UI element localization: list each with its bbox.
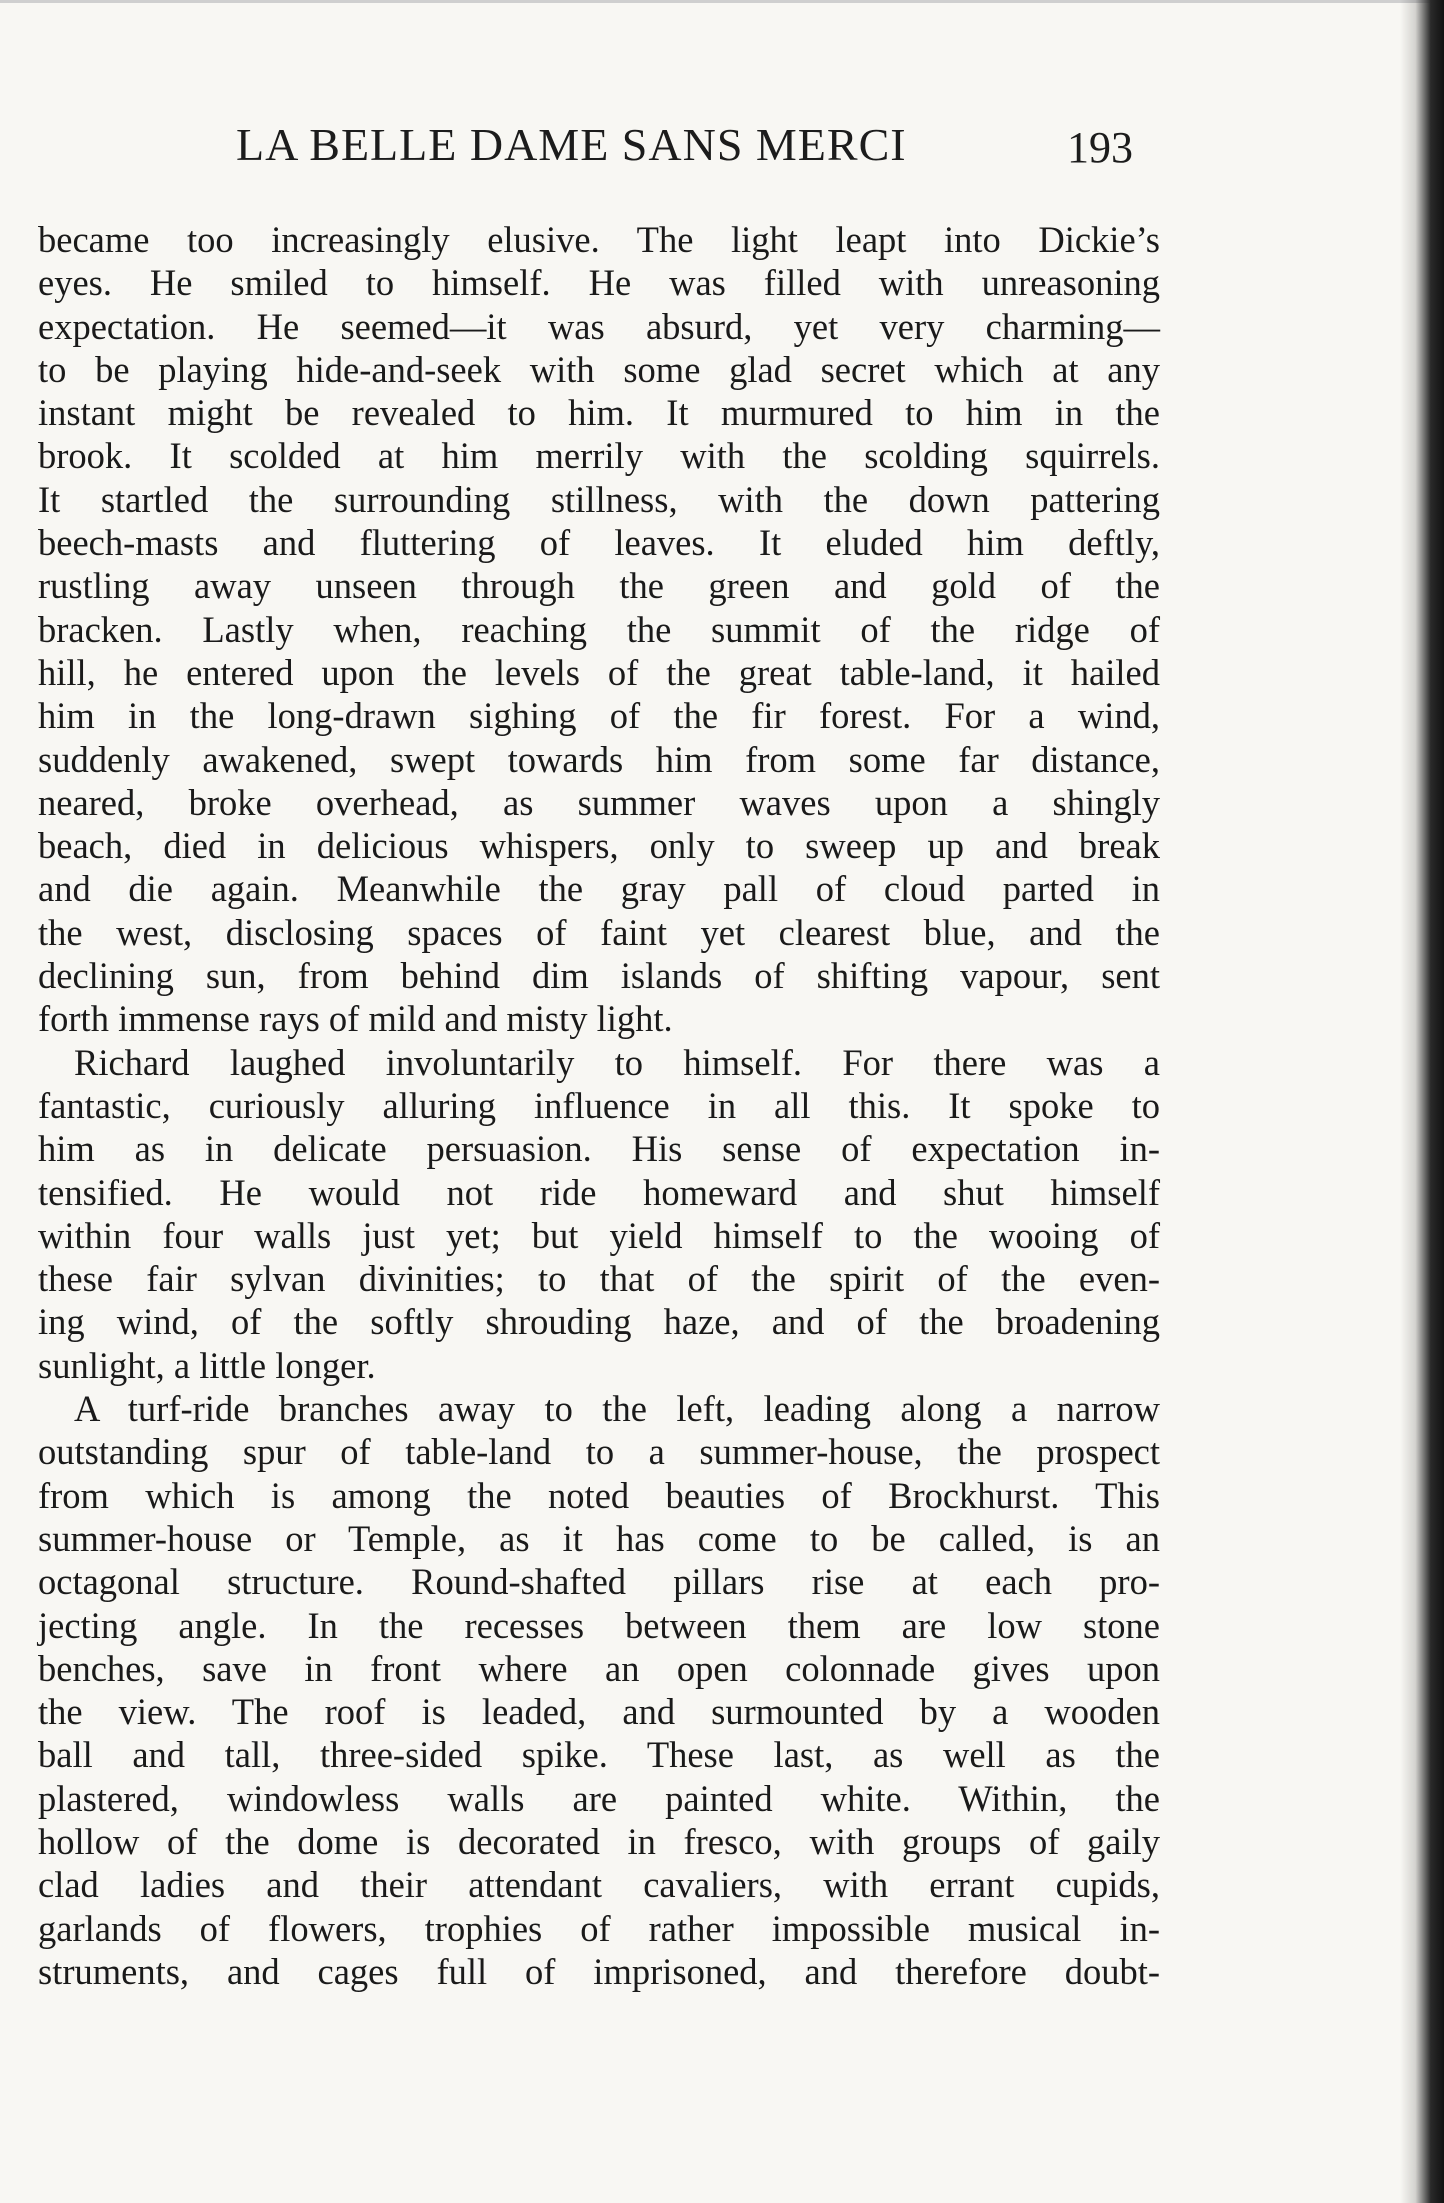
text-line: jecting angle. In the recesses between them are low stone	[38, 1604, 1160, 1646]
text-line: brook. It scolded at him merrily with the scolding squirrels.	[38, 435, 1160, 477]
text-line: sunlight, a little longer.	[38, 1344, 376, 1386]
text-line: hollow of the dome is decorated in fresco, with groups of gaily	[38, 1820, 1160, 1862]
text-line: garlands of flowers, trophies of rather impossible musical in-	[38, 1907, 1160, 1949]
text-line: benches, save in front where an open colonnade gives upon	[38, 1647, 1160, 1689]
text-line: bracken. Lastly when, reaching the summit of the ridge of	[38, 608, 1160, 650]
text-line: octagonal structure. Round-shafted pillars rise at each pro-	[38, 1561, 1160, 1603]
page-number: 193	[1067, 123, 1133, 172]
text-line: ing wind, of the softly shrouding haze, and of the broadening	[38, 1301, 1160, 1343]
text-line: to be playing hide-and-seek with some glad secret which at any	[38, 348, 1160, 390]
text-line: instant might be revealed to him. It murmured to him in the	[38, 392, 1160, 434]
text-line: declining sun, from behind dim islands of shifting vapour, sent	[38, 955, 1160, 997]
text-line: him in the long-drawn sighing of the fir forest. For a wind,	[38, 695, 1160, 737]
text-line: ball and tall, three-sided spike. These last, as well as the	[38, 1734, 1160, 1776]
top-edge-rule	[0, 0, 1444, 3]
text-line: these fair sylvan divinities; to that of the spirit of the even-	[38, 1258, 1160, 1300]
text-line: the west, disclosing spaces of faint yet clearest blue, and the	[38, 911, 1160, 953]
text-line: him as in delicate persuasion. His sense of expectation in-	[38, 1128, 1160, 1170]
text-line: rustling away unseen through the green and gold of the	[38, 565, 1160, 607]
page-edge-shadow	[1400, 0, 1444, 2203]
text-line: clad ladies and their attendant cavaliers, with errant cupids,	[38, 1864, 1160, 1906]
text-line: summer-house or Temple, as it has come to be called, is an	[38, 1517, 1160, 1559]
text-line: beech-masts and fluttering of leaves. It eluded him deftly,	[38, 522, 1160, 564]
text-line: plastered, windowless walls are painted white. Within, the	[38, 1777, 1160, 1819]
text-line: became too increasingly elusive. The light leapt into Dickie’s	[38, 219, 1160, 260]
text-line: expectation. He seemed—it was absurd, yet very charming—	[38, 305, 1160, 347]
text-line: and die again. Meanwhile the gray pall of cloud parted in	[38, 868, 1160, 910]
text-line: tensified. He would not ride homeward and shut himself	[38, 1171, 1160, 1213]
running-head	[0, 118, 1444, 188]
text-line: neared, broke overhead, as summer waves upon a shingly	[38, 781, 1160, 823]
text-line: It startled the surrounding stillness, with the down pattering	[38, 478, 1160, 520]
text-line: fantastic, curiously alluring influence in all this. It spoke to	[38, 1084, 1160, 1126]
text-line: from which is among the noted beauties of Brockhurst. This	[38, 1474, 1160, 1516]
text-line: Richard laughed involuntarily to himself. For there was a	[74, 1041, 1160, 1083]
text-line: suddenly awakened, swept towards him from some far distance,	[38, 738, 1160, 780]
text-line: eyes. He smiled to himself. He was filled with unreasoning	[38, 262, 1160, 304]
text-line: hill, he entered upon the levels of the great table-land, it hailed	[38, 651, 1160, 693]
text-line: within four walls just yet; but yield himself to the wooing of	[38, 1214, 1160, 1256]
text-line: forth immense rays of mild and misty light.	[38, 998, 673, 1040]
text-line: beach, died in delicious whispers, only to sweep up and break	[38, 825, 1160, 867]
text-line: struments, and cages full of imprisoned, and therefore doubt-	[38, 1950, 1160, 1992]
text-line: outstanding spur of table-land to a summer-house, the prospect	[38, 1431, 1160, 1473]
body-text	[38, 218, 1160, 1993]
text-line: the view. The roof is leaded, and surmounted by a wooden	[38, 1691, 1160, 1733]
running-title: LA BELLE DAME SANS MERCI	[236, 119, 907, 170]
text-line: A turf-ride branches away to the left, leading along a narrow	[74, 1388, 1160, 1430]
